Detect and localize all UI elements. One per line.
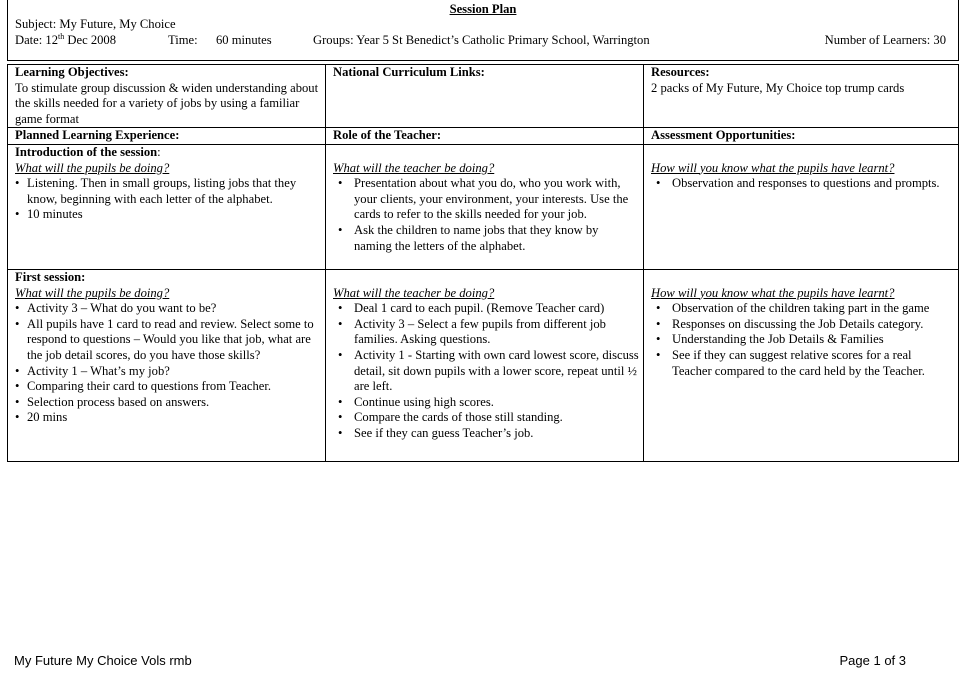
column-header-assessment: Assessment Opportunities: (644, 128, 959, 145)
list-item: • Observation and responses to questions and prompts. (651, 176, 954, 192)
time-value: 60 minutes (216, 33, 272, 47)
objectives-heading: Learning Objectives: (15, 65, 129, 79)
first-assessment-list (651, 301, 954, 379)
intro-teacher-question: What will the teacher be doing? (333, 160, 495, 175)
groups-line: Groups: Year 5 St Benedict’s Catholic Primary School, Warrington (313, 33, 650, 47)
list-item: • Compare the cards of those still standing. (333, 410, 639, 426)
intro-heading-colon: : (157, 144, 161, 159)
intro-teacher-cell (326, 144, 644, 269)
objectives-text: To stimulate group discussion & widen understanding about the skills needed for a variety of jobs by using a familiar game format (15, 80, 319, 126)
subject-line: Subject: My Future, My Choice (15, 17, 176, 31)
list-item: • Activity 3 – What do you want to be? (15, 301, 321, 317)
curriculum-cell (326, 65, 644, 128)
list-item: • All pupils have 1 card to read and review. Select some to respond to questions – Would you like that job, what are the job detail scores, do you have those skills? (15, 317, 321, 364)
intro-assessment-question: How will you know what the pupils have learnt? (651, 160, 895, 175)
first-pupils-question: What will the pupils be doing? (15, 285, 170, 300)
date-prefix: Date: 12 (15, 33, 59, 47)
list-item: • Deal 1 card to each pupil. (Remove Teacher card) (333, 301, 639, 317)
first-session-heading: First session: (15, 269, 86, 284)
curriculum-heading: National Curriculum Links: (333, 65, 485, 79)
list-item: • Continue using high scores. (333, 395, 639, 411)
footer-document-name: My Future My Choice Vols rmb (14, 653, 192, 668)
learners-count: Number of Learners: 30 (824, 33, 946, 47)
first-pupils-list (15, 301, 321, 426)
intro-pupils-list (15, 176, 321, 223)
list-item: • Ask the children to name jobs that they know by naming the letters of the alphabet. (333, 223, 639, 254)
list-item: • Comparing their card to questions from Teacher. (15, 379, 321, 395)
list-item: • 10 minutes (15, 207, 321, 223)
list-item: • Activity 3 – Select a few pupils from different job families. Asking questions. (333, 317, 639, 348)
list-item: • See if they can suggest relative scores for a real Teacher compared to the card held by the Teacher. (651, 348, 954, 379)
resources-heading: Resources: (651, 65, 710, 79)
intro-assessment-cell (644, 144, 959, 269)
first-assessment-cell (644, 269, 959, 461)
intro-heading-text: Introduction of the session (15, 144, 158, 159)
session-header (7, 0, 959, 61)
intro-pupils-cell (8, 144, 326, 269)
first-teacher-list (333, 301, 639, 441)
list-item: • 20 mins (15, 410, 321, 426)
list-item: • Activity 1 - Starting with own card lowest score, discuss detail, sit down pupils with a lower score, repeat until ½ are left. (333, 348, 639, 395)
top-row (8, 65, 959, 128)
page-title: Session Plan (449, 2, 517, 16)
first-pupils-cell (8, 269, 326, 461)
intro-teacher-list (333, 176, 639, 254)
column-header-row (8, 128, 959, 145)
list-item: • Responses on discussing the Job Details category. (651, 317, 954, 333)
footer-page-number: Page 1 of 3 (839, 653, 906, 668)
list-item: • Observation of the children taking part in the game (651, 301, 954, 317)
list-item: • Listening. Then in small groups, listing jobs that they know, beginning with each letter of the alphabet. (15, 176, 321, 207)
resources-text: 2 packs of My Future, My Choice top trump cards (651, 80, 905, 95)
list-item: • Activity 1 – What’s my job? (15, 364, 321, 380)
time-label: Time: (168, 33, 198, 47)
first-teacher-cell (326, 269, 644, 461)
date-suffix: Dec 2008 (64, 33, 117, 47)
first-assessment-question: How will you know what the pupils have learnt? (651, 285, 895, 300)
objectives-cell (8, 65, 326, 128)
first-teacher-question: What will the teacher be doing? (333, 285, 495, 300)
resources-cell (644, 65, 959, 128)
list-item: • See if they can guess Teacher’s job. (333, 426, 639, 442)
list-item: • Selection process based on answers. (15, 395, 321, 411)
intro-row (8, 144, 959, 269)
date-ordinal: th (58, 31, 65, 41)
intro-pupils-question: What will the pupils be doing? (15, 160, 170, 175)
list-item: • Understanding the Job Details & Families (651, 332, 954, 348)
column-header-learning: Planned Learning Experience: (8, 128, 326, 145)
date-line (15, 33, 116, 49)
list-item: • Presentation about what you do, who you work with, your clients, your environment, your interests. Use the cards to refer to the skills needed for your job. (333, 176, 639, 223)
session-table (7, 64, 959, 462)
column-header-teacher: Role of the Teacher: (326, 128, 644, 145)
first-session-row (8, 269, 959, 461)
intro-assessment-list (651, 176, 954, 192)
intro-heading (15, 145, 321, 161)
